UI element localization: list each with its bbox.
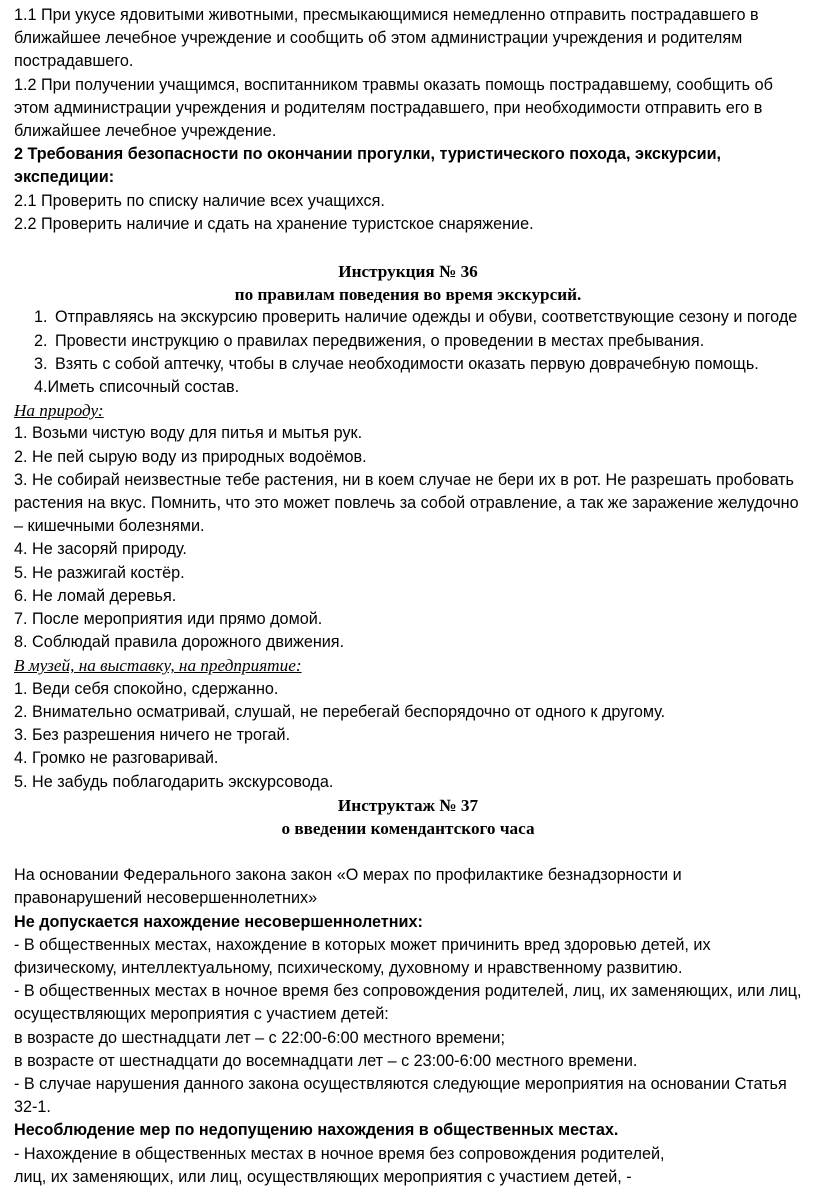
- prohibition-heading: Не допускается нахождение несовершеннолетних:: [14, 912, 423, 931]
- instruction-36-numbered-list: [14, 306, 802, 399]
- paragraph-1-2: 1.2 При получении учащимся, воспитанником травмы оказать помощь пострадавшему, сообщить об этом администрации учреждения и родителям пострадавшего, при необходимости отправить его в ближайшее лечебное учреждение.: [14, 75, 773, 141]
- list-item: 8. Соблюдай правила дорожного движения.: [14, 633, 345, 652]
- body-line: лиц, их заменяющих, или лиц, осуществляющих мероприятия с участием детей, -: [14, 1167, 632, 1186]
- list-item: 5. Не забудь поблагодарить экскурсовода.: [14, 772, 334, 791]
- list-item-number: 3.: [34, 354, 48, 373]
- museum-rules-list: [14, 678, 802, 794]
- museum-heading: В музей, на выставку, на предприятие:: [14, 656, 302, 676]
- intro-paragraph: На основании Федерального закона закон «О мерах по профилактике безнадзорности и правонарушений несовершеннолетних»: [14, 866, 682, 908]
- nature-heading: На природу:: [14, 401, 104, 421]
- nature-rules-list: [14, 422, 802, 654]
- instruction-37-title: Инструктаж № 37: [337, 795, 479, 815]
- list-item: [14, 353, 802, 376]
- violation-heading: Несоблюдение мер по недопущению нахождения в общественных местах.: [14, 1121, 619, 1140]
- list-item: 2. Не пей сырую воду из природных водоёмов.: [14, 447, 367, 466]
- paragraph-1-1: 1.1 При укусе ядовитыми животными, пресмыкающимися немедленно отправить пострадавшего в ближайшее лечебное учреждение и сообщить об этом администрации учреждения и родителям пострадавшего.: [14, 6, 759, 71]
- body-line: - В общественных местах, нахождение в которых может причинить вред здоровью детей, их физическому, интеллектуальному, психическому, духовному и нравственному развитию.: [14, 935, 711, 977]
- list-item: [14, 306, 802, 329]
- body-line: в возрасте до шестнадцати лет – с 22:00-6:00 местного времени;: [14, 1028, 505, 1047]
- list-item: 1. Веди себя спокойно, сдержанно.: [14, 679, 279, 698]
- list-item-number: 1.: [34, 308, 48, 327]
- list-item: 4. Не засоряй природу.: [14, 540, 187, 559]
- body-line: - В случае нарушения данного закона осуществляются следующие мероприятия на основании Статья 32-1.: [14, 1074, 787, 1117]
- list-item-text: Провести инструкцию о правилах передвижения, о проведении в местах пребывания.: [55, 331, 705, 350]
- list-item-text: Взять с собой аптечку, чтобы в случае необходимости оказать первую доврачебную помощь.: [55, 354, 759, 373]
- body-line: - В общественных местах в ночное время без сопровождения родителей, лиц, их заменяющих, или лиц, осуществляющих мероприятия с участием детей:: [14, 982, 802, 1024]
- instruction-37-body: [14, 864, 802, 1189]
- body-line: - Нахождение в общественных местах в ночное время без сопровождения родителей,: [14, 1144, 665, 1163]
- list-item: 6. Не ломай деревья.: [14, 586, 177, 605]
- instruction-36-subtitle: по правилам поведения во время экскурсий.: [234, 285, 582, 305]
- list-item: [14, 330, 802, 353]
- section-first-aid: [14, 4, 802, 236]
- instruction-36-title: Инструкция № 36: [338, 262, 478, 282]
- list-item: 7. После мероприятия иди прямо домой.: [14, 610, 323, 629]
- instruction-36: [14, 260, 802, 794]
- list-item: 4. Громко не разговаривай.: [14, 749, 219, 768]
- list-item: 1. Возьми чистую воду для питья и мытья рук.: [14, 424, 363, 443]
- list-item-text: Отправляясь на экскурсию проверить наличие одежды и обуви, соответствующие сезону и погоде: [55, 308, 798, 327]
- instruction-37-subtitle: о введении комендантского часа: [281, 818, 535, 838]
- list-item: 3. Не собирай неизвестные тебе растения, ни в коем случае не бери их в рот. Не разрешать пробовать растения на вкус. Помнить, что это может повлечь за собой отравление, а так же заражение желудочно – кишечными болезнями.: [14, 470, 799, 536]
- instruction-37: [14, 794, 802, 1189]
- body-line: в возрасте от шестнадцати до восемнадцати лет – с 23:00-6:00 местного времени.: [14, 1051, 638, 1070]
- list-item: 5. Не разжигай костёр.: [14, 563, 185, 582]
- list-item-number: 2.: [34, 331, 48, 350]
- section-2-heading: 2 Требования безопасности по окончании прогулки, туристического похода, экскурсии, экспедиции:: [14, 145, 722, 187]
- list-item: 2. Внимательно осматривай, слушай, не перебегай беспорядочно от одного к другому.: [14, 702, 666, 721]
- paragraph-2-2: 2.2 Проверить наличие и сдать на хранение туристское снаряжение.: [14, 214, 534, 233]
- list-item: 3. Без разрешения ничего не трогай.: [14, 726, 291, 745]
- paragraph-2-1: 2.1 Проверить по списку наличие всех учащихся.: [14, 191, 385, 210]
- list-item-4: 4.Иметь списочный состав.: [34, 378, 240, 397]
